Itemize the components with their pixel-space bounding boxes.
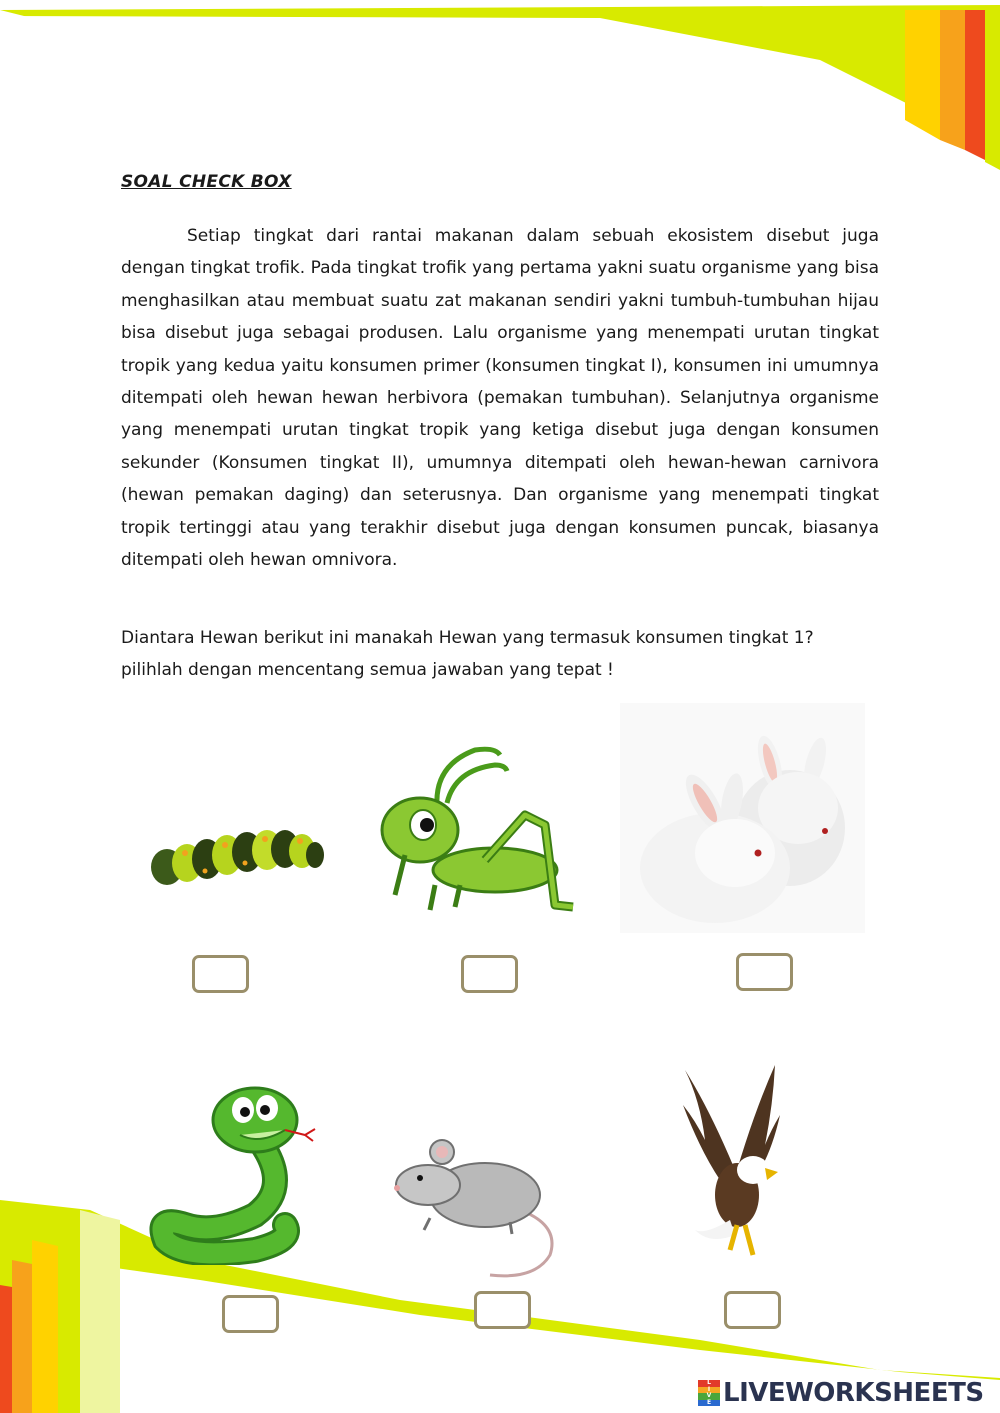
checkbox-eagle[interactable] — [724, 1291, 781, 1329]
logo-mark — [698, 1380, 720, 1406]
checkbox-caterpillar[interactable] — [192, 955, 249, 993]
bottom-red-band — [0, 1285, 12, 1413]
eagle-icon — [675, 1060, 785, 1275]
logo-letter-v: V — [698, 1393, 720, 1400]
top-orange-band — [940, 10, 965, 150]
mouse-icon — [390, 1130, 565, 1280]
question-line-2: pilihlah dengan mencentang semua jawaban yang tepat ! — [121, 660, 614, 680]
bottom-yellow-band — [32, 1240, 58, 1413]
logo-letter-l: L — [698, 1380, 720, 1387]
checkbox-snake[interactable] — [222, 1295, 279, 1333]
caterpillar-icon — [145, 815, 325, 895]
top-yellow-band — [905, 10, 940, 140]
paragraph-text: Setiap tingkat dari rantai makanan dalam sebuah ekosistem disebut juga dengan tingkat trofik. Pada tingkat trofik yang pertama yakni suatu organisme yang bisa menghasilkan atau membuat suatu zat makanan sendiri yakni tumbuh-tumbuhan hijau bisa disebut juga sebagai produsen. Lalu organisme yang menempati urutan tingkat tropik yang kedua yaitu konsumen primer (konsumen tingkat I), konsumen ini umumnya ditempati oleh hewan hewan herbivora (pemakan tumbuhan). Selanjutnya organisme yang menempati urutan tingkat tropik yang ketiga disebut juga dengan konsumen sekunder (Konsumen tingkat II), umumnya ditempati oleh hewan-hewan carnivora (hewan pemakan daging) dan seterusnya. Dan organisme yang menempati tingkat tropik tertinggi atau yang terakhir disebut juga dengan konsumen puncak, biasanya ditempati oleh hewan omnivora. — [121, 226, 879, 571]
question-text — [121, 622, 901, 686]
logo-letter-i: I — [698, 1387, 720, 1394]
grasshopper-icon — [375, 745, 585, 915]
checkbox-rabbits[interactable] — [736, 953, 793, 991]
top-lime-edge — [985, 10, 1000, 170]
top-red-band — [965, 10, 985, 160]
question-line-1: Diantara Hewan berikut ini manakah Hewan yang termasuk konsumen tingkat 1? — [121, 628, 814, 648]
logo-text: LIVEWORKSHEETS — [723, 1378, 984, 1408]
snake-icon — [145, 1075, 335, 1265]
worksheet-title: SOAL CHECK BOX — [121, 172, 292, 192]
bottom-pale-band — [80, 1210, 120, 1413]
logo-letter-e: E — [698, 1400, 720, 1407]
bottom-orange-band — [12, 1260, 32, 1413]
checkbox-mouse[interactable] — [474, 1291, 531, 1329]
checkbox-grasshopper[interactable] — [461, 955, 518, 993]
rabbits-icon — [620, 703, 865, 933]
liveworksheets-logo — [698, 1378, 984, 1408]
bottom-lime-edge — [58, 1230, 80, 1413]
reading-paragraph — [121, 220, 879, 576]
